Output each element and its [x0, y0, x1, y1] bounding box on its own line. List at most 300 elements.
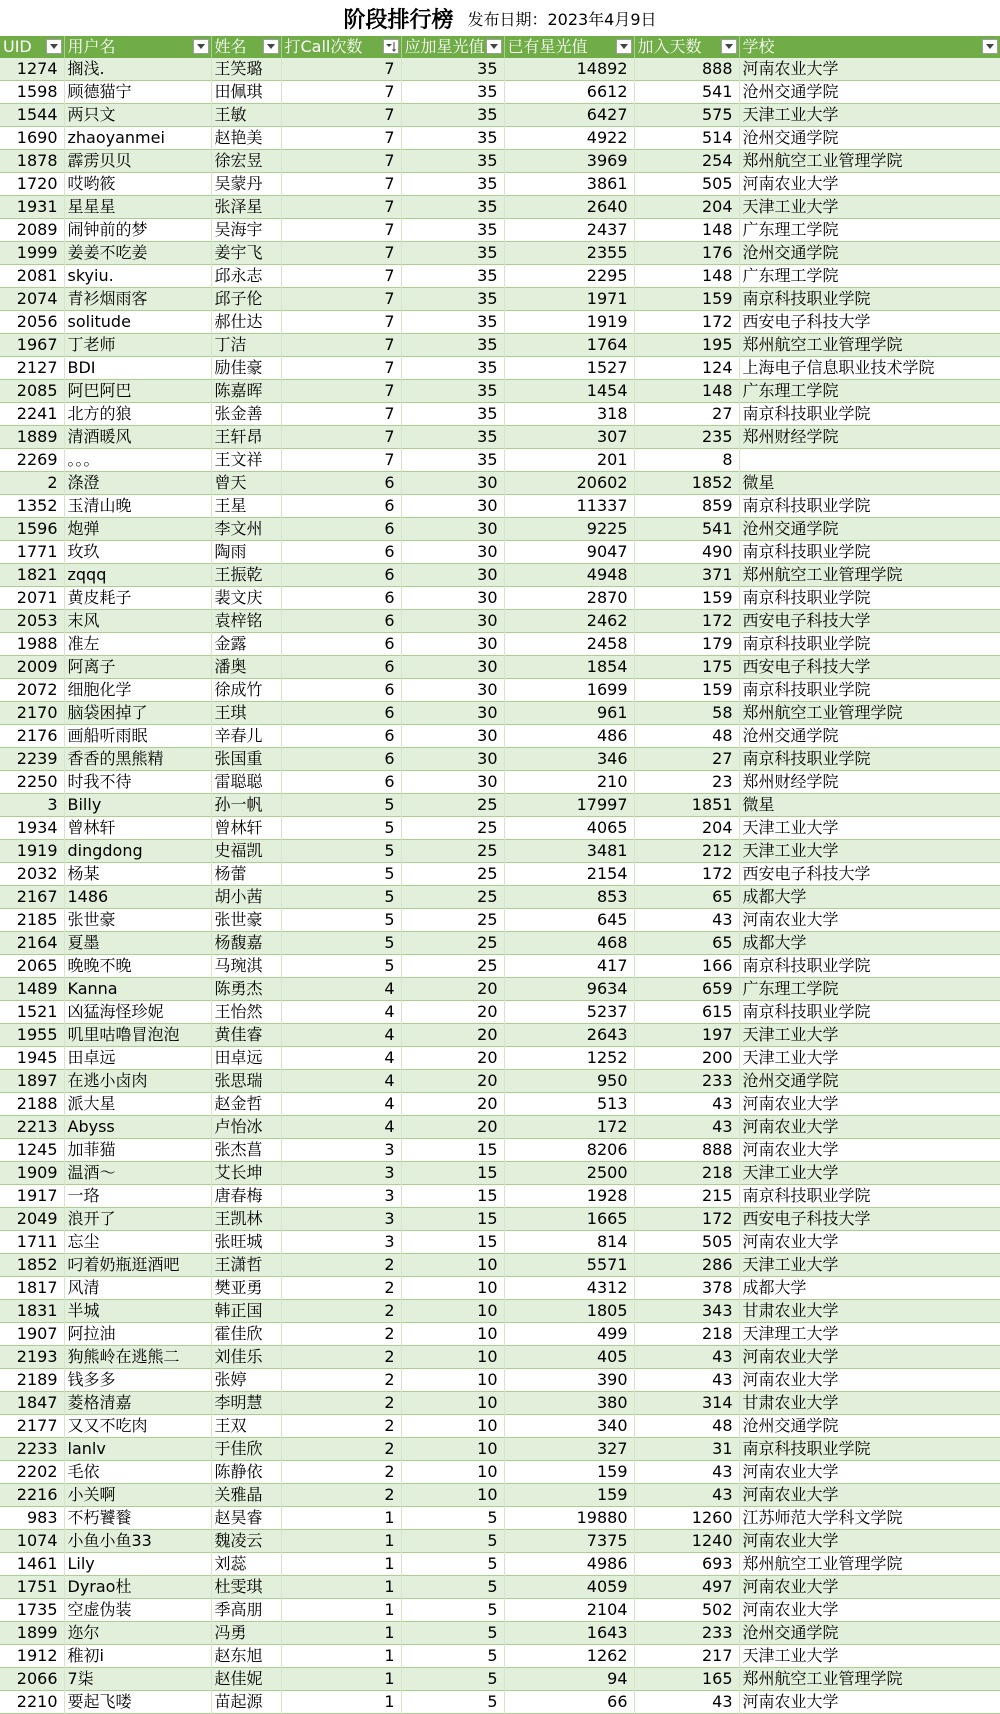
cell-join-days[interactable]: 888: [634, 58, 739, 81]
cell-name[interactable]: 赵东旭: [211, 1645, 281, 1668]
cell-join-days[interactable]: 43: [634, 1461, 739, 1484]
cell-star-add[interactable]: 35: [401, 104, 504, 127]
filter-dropdown-icon[interactable]: [46, 39, 62, 54]
cell-school[interactable]: 南京科技职业学院: [739, 587, 1000, 610]
cell-star-total[interactable]: 172: [504, 1116, 634, 1139]
cell-call-count[interactable]: 2: [281, 1254, 401, 1277]
cell-username[interactable]: 温酒～: [64, 1162, 211, 1185]
cell-call-count[interactable]: 2: [281, 1392, 401, 1415]
cell-uid[interactable]: 2216: [0, 1484, 64, 1507]
cell-star-add[interactable]: 30: [401, 771, 504, 794]
column-header-username[interactable]: [64, 36, 211, 58]
cell-call-count[interactable]: 2: [281, 1277, 401, 1300]
cell-star-add[interactable]: 30: [401, 472, 504, 495]
cell-join-days[interactable]: 497: [634, 1576, 739, 1599]
cell-call-count[interactable]: 1: [281, 1622, 401, 1645]
cell-name[interactable]: 杨蕾: [211, 863, 281, 886]
cell-star-add[interactable]: 35: [401, 242, 504, 265]
cell-school[interactable]: 沧州交通学院: [739, 725, 1000, 748]
cell-star-add[interactable]: 30: [401, 748, 504, 771]
cell-call-count[interactable]: 1: [281, 1553, 401, 1576]
cell-call-count[interactable]: 4: [281, 978, 401, 1001]
cell-name[interactable]: 李明慧: [211, 1392, 281, 1415]
cell-call-count[interactable]: 6: [281, 771, 401, 794]
cell-join-days[interactable]: 8: [634, 449, 739, 472]
cell-call-count[interactable]: 7: [281, 357, 401, 380]
cell-join-days[interactable]: 172: [634, 311, 739, 334]
cell-call-count[interactable]: 6: [281, 518, 401, 541]
cell-username[interactable]: 阿巴阿巴: [64, 380, 211, 403]
cell-star-add[interactable]: 15: [401, 1185, 504, 1208]
cell-school[interactable]: 南京科技职业学院: [739, 1185, 1000, 1208]
cell-name[interactable]: 杜雯琪: [211, 1576, 281, 1599]
cell-uid[interactable]: 1817: [0, 1277, 64, 1300]
cell-username[interactable]: zqqq: [64, 564, 211, 587]
cell-star-total[interactable]: 499: [504, 1323, 634, 1346]
cell-star-add[interactable]: 15: [401, 1162, 504, 1185]
cell-call-count[interactable]: 7: [281, 219, 401, 242]
cell-star-total[interactable]: 645: [504, 909, 634, 932]
cell-call-count[interactable]: 7: [281, 380, 401, 403]
cell-school[interactable]: 西安电子科技大学: [739, 610, 1000, 633]
cell-star-total[interactable]: 210: [504, 771, 634, 794]
cell-name[interactable]: 田佩琪: [211, 81, 281, 104]
cell-name[interactable]: 陈勇杰: [211, 978, 281, 1001]
cell-star-total[interactable]: 405: [504, 1346, 634, 1369]
cell-join-days[interactable]: 65: [634, 932, 739, 955]
cell-call-count[interactable]: 5: [281, 886, 401, 909]
cell-name[interactable]: 曾林轩: [211, 817, 281, 840]
cell-name[interactable]: 潘奥: [211, 656, 281, 679]
cell-star-total[interactable]: 307: [504, 426, 634, 449]
cell-username[interactable]: 。。。: [64, 449, 211, 472]
cell-call-count[interactable]: 7: [281, 127, 401, 150]
cell-join-days[interactable]: 172: [634, 863, 739, 886]
cell-star-total[interactable]: 2104: [504, 1599, 634, 1622]
cell-uid[interactable]: 1988: [0, 633, 64, 656]
cell-star-add[interactable]: 30: [401, 633, 504, 656]
cell-username[interactable]: 小鱼小鱼33: [64, 1530, 211, 1553]
cell-join-days[interactable]: 159: [634, 288, 739, 311]
cell-school[interactable]: 广东理工学院: [739, 265, 1000, 288]
cell-uid[interactable]: 2081: [0, 265, 64, 288]
cell-username[interactable]: skyiu.: [64, 265, 211, 288]
cell-uid[interactable]: 1461: [0, 1553, 64, 1576]
cell-join-days[interactable]: 505: [634, 173, 739, 196]
cell-star-add[interactable]: 25: [401, 794, 504, 817]
cell-username[interactable]: 姜姜不吃姜: [64, 242, 211, 265]
cell-name[interactable]: 张婷: [211, 1369, 281, 1392]
cell-school[interactable]: 甘肃农业大学: [739, 1300, 1000, 1323]
cell-join-days[interactable]: 43: [634, 909, 739, 932]
cell-star-total[interactable]: 1805: [504, 1300, 634, 1323]
cell-star-total[interactable]: 1971: [504, 288, 634, 311]
cell-uid[interactable]: 2074: [0, 288, 64, 311]
cell-username[interactable]: 空虚伪装: [64, 1599, 211, 1622]
cell-uid[interactable]: 2241: [0, 403, 64, 426]
cell-username[interactable]: 顾德猫宁: [64, 81, 211, 104]
cell-name[interactable]: 赵艳美: [211, 127, 281, 150]
cell-school[interactable]: 河南农业大学: [739, 1530, 1000, 1553]
cell-star-add[interactable]: 30: [401, 679, 504, 702]
cell-uid[interactable]: 2202: [0, 1461, 64, 1484]
cell-name[interactable]: 唐春梅: [211, 1185, 281, 1208]
cell-star-add[interactable]: 5: [401, 1599, 504, 1622]
cell-star-add[interactable]: 15: [401, 1231, 504, 1254]
cell-call-count[interactable]: 5: [281, 840, 401, 863]
cell-uid[interactable]: 2188: [0, 1093, 64, 1116]
cell-star-total[interactable]: 486: [504, 725, 634, 748]
cell-uid[interactable]: 2089: [0, 219, 64, 242]
cell-uid[interactable]: 1690: [0, 127, 64, 150]
cell-name[interactable]: 张旺城: [211, 1231, 281, 1254]
cell-uid[interactable]: 2065: [0, 955, 64, 978]
cell-star-add[interactable]: 35: [401, 265, 504, 288]
cell-star-total[interactable]: 1262: [504, 1645, 634, 1668]
cell-star-total[interactable]: 8206: [504, 1139, 634, 1162]
cell-join-days[interactable]: 179: [634, 633, 739, 656]
cell-name[interactable]: 陶雨: [211, 541, 281, 564]
cell-call-count[interactable]: 3: [281, 1139, 401, 1162]
cell-call-count[interactable]: 5: [281, 794, 401, 817]
cell-name[interactable]: 丁洁: [211, 334, 281, 357]
cell-uid[interactable]: 2233: [0, 1438, 64, 1461]
cell-star-total[interactable]: 1699: [504, 679, 634, 702]
cell-star-add[interactable]: 10: [401, 1346, 504, 1369]
cell-school[interactable]: 河南农业大学: [739, 1576, 1000, 1599]
cell-username[interactable]: 阿离子: [64, 656, 211, 679]
cell-star-add[interactable]: 25: [401, 817, 504, 840]
cell-join-days[interactable]: 172: [634, 610, 739, 633]
cell-star-total[interactable]: 318: [504, 403, 634, 426]
cell-school[interactable]: 南京科技职业学院: [739, 633, 1000, 656]
cell-join-days[interactable]: 218: [634, 1323, 739, 1346]
cell-username[interactable]: 稚初i: [64, 1645, 211, 1668]
cell-join-days[interactable]: 48: [634, 1415, 739, 1438]
cell-uid[interactable]: 2049: [0, 1208, 64, 1231]
cell-uid[interactable]: 1274: [0, 58, 64, 81]
cell-name[interactable]: 陈静依: [211, 1461, 281, 1484]
cell-star-total[interactable]: 11337: [504, 495, 634, 518]
cell-star-total[interactable]: 14892: [504, 58, 634, 81]
cell-username[interactable]: 炮弹: [64, 518, 211, 541]
cell-uid[interactable]: 1899: [0, 1622, 64, 1645]
cell-name[interactable]: 吴海宇: [211, 219, 281, 242]
cell-name[interactable]: 冯勇: [211, 1622, 281, 1645]
cell-school[interactable]: 成都大学: [739, 1277, 1000, 1300]
cell-star-add[interactable]: 25: [401, 840, 504, 863]
cell-join-days[interactable]: 43: [634, 1691, 739, 1714]
cell-school[interactable]: 南京科技职业学院: [739, 679, 1000, 702]
cell-school[interactable]: 天津工业大学: [739, 1645, 1000, 1668]
cell-school[interactable]: 南京科技职业学院: [739, 288, 1000, 311]
cell-star-total[interactable]: 6427: [504, 104, 634, 127]
cell-uid[interactable]: 1074: [0, 1530, 64, 1553]
cell-school[interactable]: 天津工业大学: [739, 196, 1000, 219]
cell-call-count[interactable]: 6: [281, 725, 401, 748]
cell-username[interactable]: 加菲猫: [64, 1139, 211, 1162]
cell-star-add[interactable]: 35: [401, 334, 504, 357]
cell-join-days[interactable]: 148: [634, 265, 739, 288]
cell-school[interactable]: 天津工业大学: [739, 104, 1000, 127]
cell-call-count[interactable]: 6: [281, 587, 401, 610]
cell-username[interactable]: 哎哟筱: [64, 173, 211, 196]
cell-uid[interactable]: 2189: [0, 1369, 64, 1392]
cell-school[interactable]: 南京科技职业学院: [739, 1438, 1000, 1461]
cell-star-total[interactable]: 94: [504, 1668, 634, 1691]
cell-call-count[interactable]: 2: [281, 1484, 401, 1507]
cell-name[interactable]: 曾天: [211, 472, 281, 495]
cell-star-add[interactable]: 5: [401, 1576, 504, 1599]
cell-username[interactable]: 毛依: [64, 1461, 211, 1484]
cell-school[interactable]: 西安电子科技大学: [739, 656, 1000, 679]
column-header-school[interactable]: [739, 36, 1000, 58]
cell-school[interactable]: 微星: [739, 794, 1000, 817]
cell-join-days[interactable]: 195: [634, 334, 739, 357]
cell-join-days[interactable]: 159: [634, 587, 739, 610]
cell-call-count[interactable]: 1: [281, 1691, 401, 1714]
cell-name[interactable]: 杨馥嘉: [211, 932, 281, 955]
cell-name[interactable]: 王星: [211, 495, 281, 518]
cell-uid[interactable]: 1598: [0, 81, 64, 104]
cell-username[interactable]: 要起飞喽: [64, 1691, 211, 1714]
cell-join-days[interactable]: 175: [634, 656, 739, 679]
cell-star-add[interactable]: 10: [401, 1300, 504, 1323]
cell-call-count[interactable]: 4: [281, 1001, 401, 1024]
cell-uid[interactable]: 2250: [0, 771, 64, 794]
cell-name[interactable]: 王琪: [211, 702, 281, 725]
cell-call-count[interactable]: 2: [281, 1369, 401, 1392]
cell-star-total[interactable]: 2870: [504, 587, 634, 610]
cell-name[interactable]: 关雅晶: [211, 1484, 281, 1507]
cell-star-add[interactable]: 30: [401, 587, 504, 610]
cell-call-count[interactable]: 1: [281, 1576, 401, 1599]
cell-name[interactable]: 王凯林: [211, 1208, 281, 1231]
cell-call-count[interactable]: 7: [281, 58, 401, 81]
cell-star-total[interactable]: 950: [504, 1070, 634, 1093]
cell-username[interactable]: Billy: [64, 794, 211, 817]
cell-star-total[interactable]: 2643: [504, 1024, 634, 1047]
cell-username[interactable]: 香香的黑熊精: [64, 748, 211, 771]
cell-join-days[interactable]: 378: [634, 1277, 739, 1300]
cell-name[interactable]: 卢怡冰: [211, 1116, 281, 1139]
cell-star-add[interactable]: 5: [401, 1530, 504, 1553]
cell-star-total[interactable]: 2640: [504, 196, 634, 219]
cell-school[interactable]: 郑州财经学院: [739, 771, 1000, 794]
cell-username[interactable]: 北方的狼: [64, 403, 211, 426]
cell-uid[interactable]: 1897: [0, 1070, 64, 1093]
filter-dropdown-icon[interactable]: [982, 39, 998, 54]
cell-uid[interactable]: 1771: [0, 541, 64, 564]
cell-star-add[interactable]: 5: [401, 1668, 504, 1691]
cell-name[interactable]: 黄佳睿: [211, 1024, 281, 1047]
sort-descending-icon[interactable]: [383, 39, 399, 54]
cell-uid[interactable]: 1711: [0, 1231, 64, 1254]
cell-call-count[interactable]: 7: [281, 288, 401, 311]
cell-name[interactable]: 于佳欣: [211, 1438, 281, 1461]
cell-join-days[interactable]: 27: [634, 403, 739, 426]
cell-star-add[interactable]: 5: [401, 1507, 504, 1530]
cell-name[interactable]: 李文州: [211, 518, 281, 541]
cell-school[interactable]: 沧州交通学院: [739, 81, 1000, 104]
cell-uid[interactable]: 1999: [0, 242, 64, 265]
cell-school[interactable]: 沧州交通学院: [739, 1622, 1000, 1645]
cell-star-add[interactable]: 25: [401, 909, 504, 932]
cell-uid[interactable]: 2056: [0, 311, 64, 334]
cell-call-count[interactable]: 7: [281, 311, 401, 334]
cell-star-add[interactable]: 10: [401, 1369, 504, 1392]
cell-star-total[interactable]: 961: [504, 702, 634, 725]
cell-uid[interactable]: 1489: [0, 978, 64, 1001]
cell-username[interactable]: 玫玖: [64, 541, 211, 564]
cell-school[interactable]: 天津工业大学: [739, 1254, 1000, 1277]
cell-school[interactable]: 天津工业大学: [739, 1162, 1000, 1185]
cell-join-days[interactable]: 48: [634, 725, 739, 748]
cell-username[interactable]: 7柒: [64, 1668, 211, 1691]
cell-name[interactable]: 韩正国: [211, 1300, 281, 1323]
cell-star-add[interactable]: 25: [401, 932, 504, 955]
cell-call-count[interactable]: 6: [281, 495, 401, 518]
cell-uid[interactable]: 2170: [0, 702, 64, 725]
cell-star-add[interactable]: 35: [401, 173, 504, 196]
cell-school[interactable]: 南京科技职业学院: [739, 495, 1000, 518]
cell-username[interactable]: 半城: [64, 1300, 211, 1323]
cell-name[interactable]: 王笑璐: [211, 58, 281, 81]
cell-uid[interactable]: 1917: [0, 1185, 64, 1208]
cell-star-total[interactable]: 1252: [504, 1047, 634, 1070]
cell-star-add[interactable]: 30: [401, 725, 504, 748]
cell-username[interactable]: 星星星: [64, 196, 211, 219]
cell-school[interactable]: 河南农业大学: [739, 173, 1000, 196]
cell-school[interactable]: 郑州航空工业管理学院: [739, 334, 1000, 357]
cell-star-total[interactable]: 1527: [504, 357, 634, 380]
cell-star-total[interactable]: 2154: [504, 863, 634, 886]
cell-username[interactable]: 两只文: [64, 104, 211, 127]
cell-star-add[interactable]: 35: [401, 426, 504, 449]
cell-star-total[interactable]: 2500: [504, 1162, 634, 1185]
cell-uid[interactable]: 2164: [0, 932, 64, 955]
cell-uid[interactable]: 2009: [0, 656, 64, 679]
cell-join-days[interactable]: 314: [634, 1392, 739, 1415]
cell-star-add[interactable]: 35: [401, 403, 504, 426]
cell-name[interactable]: 艾长坤: [211, 1162, 281, 1185]
cell-call-count[interactable]: 2: [281, 1438, 401, 1461]
cell-school[interactable]: 沧州交通学院: [739, 127, 1000, 150]
cell-username[interactable]: Lily: [64, 1553, 211, 1576]
cell-call-count[interactable]: 2: [281, 1461, 401, 1484]
cell-star-add[interactable]: 35: [401, 380, 504, 403]
cell-name[interactable]: 魏凌云: [211, 1530, 281, 1553]
cell-school[interactable]: 南京科技职业学院: [739, 955, 1000, 978]
cell-star-total[interactable]: 5571: [504, 1254, 634, 1277]
cell-uid[interactable]: 2239: [0, 748, 64, 771]
cell-username[interactable]: 霹雳贝贝: [64, 150, 211, 173]
cell-uid[interactable]: 983: [0, 1507, 64, 1530]
cell-uid[interactable]: 1245: [0, 1139, 64, 1162]
cell-school[interactable]: 西安电子科技大学: [739, 311, 1000, 334]
cell-username[interactable]: 玉清山晚: [64, 495, 211, 518]
cell-name[interactable]: 霍佳欣: [211, 1323, 281, 1346]
cell-call-count[interactable]: 6: [281, 633, 401, 656]
cell-call-count[interactable]: 6: [281, 472, 401, 495]
cell-username[interactable]: 一珞: [64, 1185, 211, 1208]
cell-call-count[interactable]: 7: [281, 196, 401, 219]
cell-username[interactable]: 不朽饕餮: [64, 1507, 211, 1530]
cell-uid[interactable]: 2167: [0, 886, 64, 909]
cell-star-add[interactable]: 35: [401, 219, 504, 242]
cell-star-add[interactable]: 10: [401, 1277, 504, 1300]
column-header-star-total[interactable]: [504, 36, 634, 58]
cell-star-add[interactable]: 30: [401, 564, 504, 587]
cell-uid[interactable]: 1847: [0, 1392, 64, 1415]
cell-star-total[interactable]: 4059: [504, 1576, 634, 1599]
cell-name[interactable]: 史福凯: [211, 840, 281, 863]
cell-school[interactable]: 广东理工学院: [739, 219, 1000, 242]
cell-school[interactable]: 河南农业大学: [739, 909, 1000, 932]
cell-name[interactable]: 赵金哲: [211, 1093, 281, 1116]
cell-call-count[interactable]: 5: [281, 817, 401, 840]
cell-name[interactable]: 金露: [211, 633, 281, 656]
cell-star-add[interactable]: 35: [401, 288, 504, 311]
cell-username[interactable]: BDI: [64, 357, 211, 380]
cell-star-add[interactable]: 30: [401, 541, 504, 564]
cell-school[interactable]: 河南农业大学: [739, 1116, 1000, 1139]
cell-name[interactable]: 王振乾: [211, 564, 281, 587]
cell-uid[interactable]: 1945: [0, 1047, 64, 1070]
cell-uid[interactable]: 2177: [0, 1415, 64, 1438]
cell-name[interactable]: 徐成竹: [211, 679, 281, 702]
cell-star-total[interactable]: 19880: [504, 1507, 634, 1530]
cell-school[interactable]: 郑州航空工业管理学院: [739, 1668, 1000, 1691]
cell-username[interactable]: 搁浅.: [64, 58, 211, 81]
cell-call-count[interactable]: 2: [281, 1415, 401, 1438]
cell-star-total[interactable]: 468: [504, 932, 634, 955]
cell-star-add[interactable]: 35: [401, 311, 504, 334]
cell-star-add[interactable]: 20: [401, 1116, 504, 1139]
cell-uid[interactable]: 1934: [0, 817, 64, 840]
cell-name[interactable]: 赵昊睿: [211, 1507, 281, 1530]
cell-uid[interactable]: 1852: [0, 1254, 64, 1277]
cell-star-total[interactable]: 2355: [504, 242, 634, 265]
cell-join-days[interactable]: 31: [634, 1438, 739, 1461]
cell-username[interactable]: 曾林轩: [64, 817, 211, 840]
cell-uid[interactable]: 1521: [0, 1001, 64, 1024]
cell-star-add[interactable]: 10: [401, 1484, 504, 1507]
cell-name[interactable]: 辛春儿: [211, 725, 281, 748]
cell-uid[interactable]: 1955: [0, 1024, 64, 1047]
cell-call-count[interactable]: 1: [281, 1668, 401, 1691]
cell-star-add[interactable]: 35: [401, 449, 504, 472]
cell-call-count[interactable]: 7: [281, 81, 401, 104]
cell-join-days[interactable]: 505: [634, 1231, 739, 1254]
cell-star-total[interactable]: 7375: [504, 1530, 634, 1553]
cell-join-days[interactable]: 204: [634, 817, 739, 840]
cell-star-add[interactable]: 10: [401, 1438, 504, 1461]
cell-school[interactable]: 西安电子科技大学: [739, 1208, 1000, 1231]
cell-join-days[interactable]: 176: [634, 242, 739, 265]
cell-school[interactable]: 郑州航空工业管理学院: [739, 564, 1000, 587]
cell-call-count[interactable]: 7: [281, 334, 401, 357]
cell-school[interactable]: 天津理工大学: [739, 1323, 1000, 1346]
cell-star-total[interactable]: 1665: [504, 1208, 634, 1231]
cell-school[interactable]: 沧州交通学院: [739, 1070, 1000, 1093]
cell-call-count[interactable]: 7: [281, 403, 401, 426]
cell-join-days[interactable]: 166: [634, 955, 739, 978]
cell-school[interactable]: [739, 449, 1000, 472]
cell-username[interactable]: 准左: [64, 633, 211, 656]
cell-join-days[interactable]: 343: [634, 1300, 739, 1323]
filter-dropdown-icon[interactable]: [486, 39, 502, 54]
